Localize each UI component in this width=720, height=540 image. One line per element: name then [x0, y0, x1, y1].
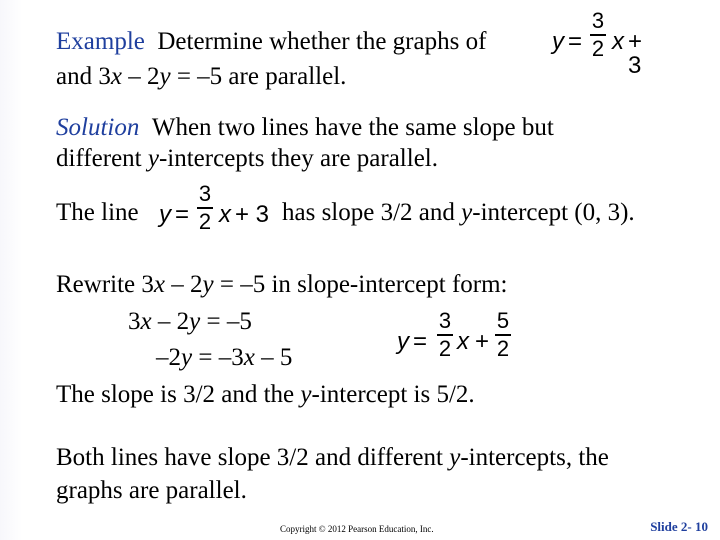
- s1-seg4: = –5: [200, 308, 252, 335]
- solution-line-2: [56, 144, 438, 174]
- s1-var-y: y: [189, 308, 201, 335]
- eq1-equals: =: [568, 28, 583, 55]
- example-label: Example: [56, 28, 145, 55]
- rewrite-line: [56, 270, 508, 300]
- left-decor-strip: [0, 0, 22, 540]
- eq2-numerator-1: 3: [438, 308, 452, 333]
- eq2-fraction-1: [437, 310, 453, 360]
- eq2-variable: x: [457, 328, 469, 355]
- conclusion-line-2: graphs are parallel.: [56, 477, 247, 504]
- sol2-seg2: -intercepts they are parallel.: [158, 145, 438, 172]
- eq1b-numerator: 3: [198, 181, 212, 206]
- slide-number: Slide 2- 10: [650, 519, 708, 534]
- eq1b-denominator: 2: [198, 208, 212, 234]
- eq2-fraction-2: [495, 310, 511, 360]
- rw-seg2: – 2: [165, 271, 203, 298]
- example-line-2: [56, 62, 346, 92]
- ls-var-y: y: [461, 199, 473, 226]
- s2-var-x: x: [243, 344, 255, 371]
- ls-seg0: has slope 3/2 and: [282, 199, 462, 226]
- conclusion-line-1: [56, 443, 609, 473]
- eq2-numerator-2: 5: [496, 308, 510, 333]
- equation-y-3-2x-plus-3-inline: [155, 182, 275, 244]
- example-text: Determine whether the graphs of: [157, 28, 487, 55]
- res-seg0: The slope is 3/2 and the: [56, 381, 301, 408]
- eq1-numerator: 3: [591, 8, 605, 33]
- eq2-plus: +: [475, 328, 490, 355]
- line-statement-prefix: The line: [56, 199, 139, 226]
- solution-label: Solution: [56, 114, 140, 141]
- con-var-y: y: [449, 444, 461, 471]
- eq1-variable: x: [612, 28, 624, 55]
- eq2-denominator-2: 2: [496, 335, 510, 361]
- equation-y-3-2x-plus-3: [550, 8, 660, 79]
- eq1b-equals: =: [175, 201, 190, 228]
- rewrite-step-1: [128, 307, 252, 337]
- s1-var-x: x: [140, 308, 152, 335]
- rw-seg0: Rewrite 3: [56, 271, 154, 298]
- con-seg2: -intercepts, the: [460, 444, 609, 471]
- equation-y-3-2x-plus-5-2: [395, 310, 520, 372]
- eq1b-constant: + 3: [235, 201, 270, 228]
- line-statement-suffix: [282, 198, 635, 228]
- eq2-lhs: y: [397, 328, 409, 355]
- s2-seg4: – 5: [254, 344, 293, 371]
- ex2-seg4: = –5 are parallel.: [170, 63, 347, 90]
- con-seg0: Both lines have slope 3/2 and different: [56, 444, 450, 471]
- eq1b-variable: x: [219, 201, 231, 228]
- eq1b-lhs: y: [159, 201, 171, 228]
- example-line-1: [56, 27, 486, 57]
- rw-seg4: = –5 in slope-intercept form:: [213, 271, 508, 298]
- rewrite-step-2: [156, 343, 292, 373]
- res-var-y: y: [300, 381, 312, 408]
- sol2-seg0: different: [56, 145, 148, 172]
- eq1-denominator: 2: [591, 35, 605, 61]
- ex2-seg0: and 3: [56, 63, 111, 90]
- ex2-var-x: x: [110, 63, 122, 90]
- eq2-denominator-1: 2: [438, 335, 452, 361]
- eq1-lhs: y: [552, 28, 564, 55]
- ex2-seg2: – 2: [121, 63, 160, 90]
- s1-seg0: 3: [128, 308, 141, 335]
- ex2-var-y: y: [159, 63, 171, 90]
- solution-text-1: When two lines have the same slope but: [151, 114, 554, 141]
- eq2-equals: =: [413, 328, 428, 355]
- s2-seg2: = –3: [192, 344, 244, 371]
- eq1-fraction: [590, 10, 606, 60]
- res-seg2: -intercept is 5/2.: [311, 381, 475, 408]
- slope-result-line: [56, 380, 475, 410]
- ls-seg2: -intercept (0, 3).: [472, 199, 635, 226]
- s2-seg0: –2: [156, 344, 181, 371]
- eq1b-fraction: [197, 183, 213, 233]
- rw-var-y: y: [202, 271, 214, 298]
- sol2-var-y: y: [147, 145, 159, 172]
- solution-line-1: [56, 113, 554, 143]
- copyright-notice: Copyright © 2012 Pearson Education, Inc.: [280, 524, 434, 534]
- s2-var-y: y: [181, 344, 193, 371]
- rw-var-x: x: [153, 271, 165, 298]
- s1-seg2: – 2: [151, 308, 190, 335]
- eq1-constant: + 3: [628, 28, 643, 79]
